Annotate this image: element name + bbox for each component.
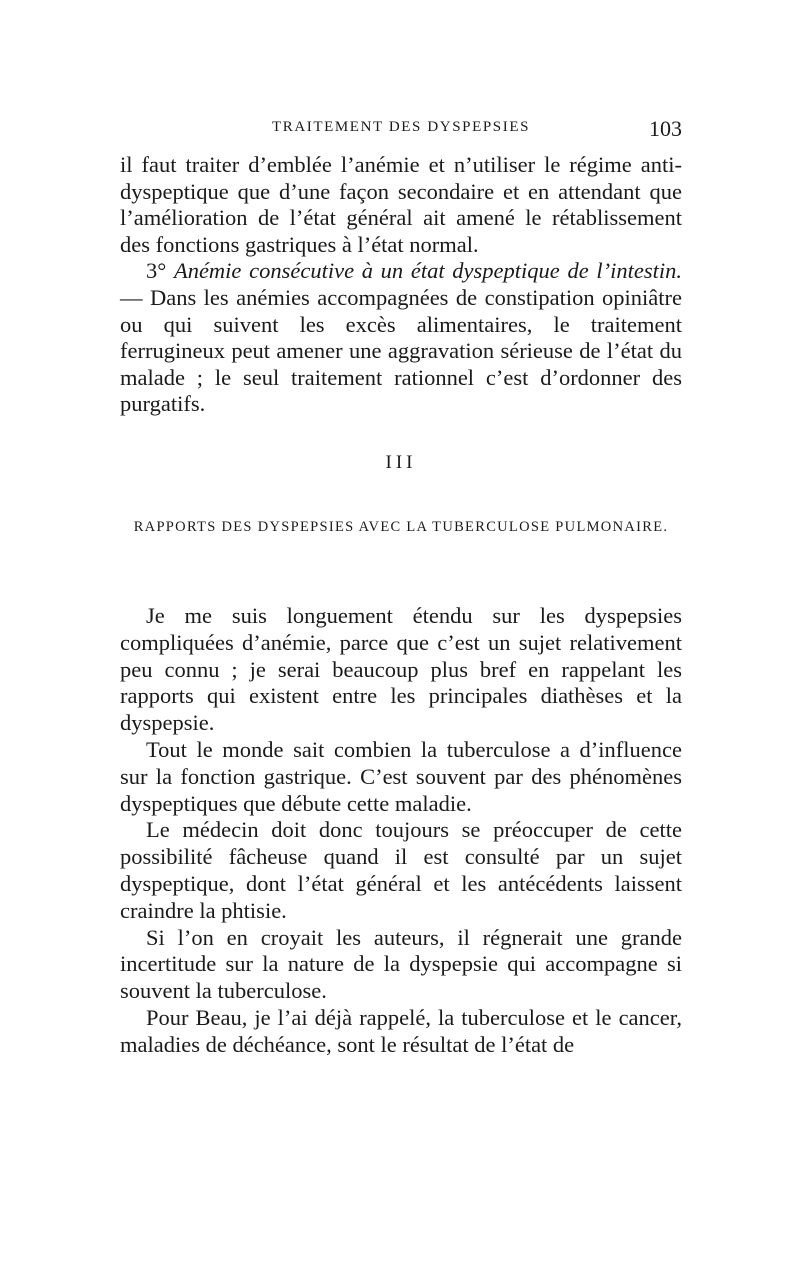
section-number: III [385, 452, 417, 473]
paragraph: Tout le monde sait combien la tuberculose a d’influence sur la fonction gastrique. C’est souvent par des phénomènes dyspeptiques que débute cette maladie. [120, 736, 682, 816]
page-number: 103 [649, 116, 682, 141]
item-number: 3° [146, 258, 167, 284]
paragraph: Je me suis longuement étendu sur les dyspepsies compliquées d’anémie, parce que c’est un sujet relativement peu connu ; je serai beaucoup plus bref en rappelant les rapports qui existent entre les principales diathèses et la dyspepsie. [120, 603, 682, 736]
section-text [120, 603, 682, 1059]
running-head [120, 116, 682, 146]
section-title: RAPPORTS DES DYSPEPSIES AVEC LA TUBERCULOSE PULMONAIRE. [133, 519, 669, 535]
intro-text [120, 152, 682, 418]
paragraph-anemia-continued: il faut traiter d’emblée l’anémie et n’utiliser le régime anti-dyspeptique que d’une façon secondaire et en attendant que l’amélioration de l’état général ait amené le rétablissement des fonctions gastriques à l’état normal. [120, 152, 682, 257]
paragraph-anemia-intestinal [120, 258, 682, 418]
paragraph: Si l’on en croyait les auteurs, il régnerait une grande incertitude sur la nature de la dyspepsie qui accompagne si souvent la tuberculose. [120, 924, 682, 1004]
item-heading: Anémie consécutive à un état dyspeptique de l’intestin. [173, 258, 683, 284]
paragraph: Le médecin doit donc toujours se préoccuper de cette possibilité fâcheuse quand il est consulté par un sujet dyspeptique, dont l’état général et les antécédents laissent craindre la phtisie. [120, 817, 682, 923]
item-body: — Dans les anémies accompagnées de constipation opiniâtre ou qui suivent les excès alimentaires, le traitement ferrugineux peut amener une aggravation sérieuse de l’état du malade ; le seul traitement rationnel c’est d’ordonner des purgatifs. [120, 284, 682, 417]
paragraph: Pour Beau, je l’ai déjà rappelé, la tuberculose et le cancer, maladies de déchéance, sont le résultat de l’état de [120, 1004, 682, 1057]
running-title: TRAITEMENT DES DYSPEPSIES [271, 119, 531, 135]
